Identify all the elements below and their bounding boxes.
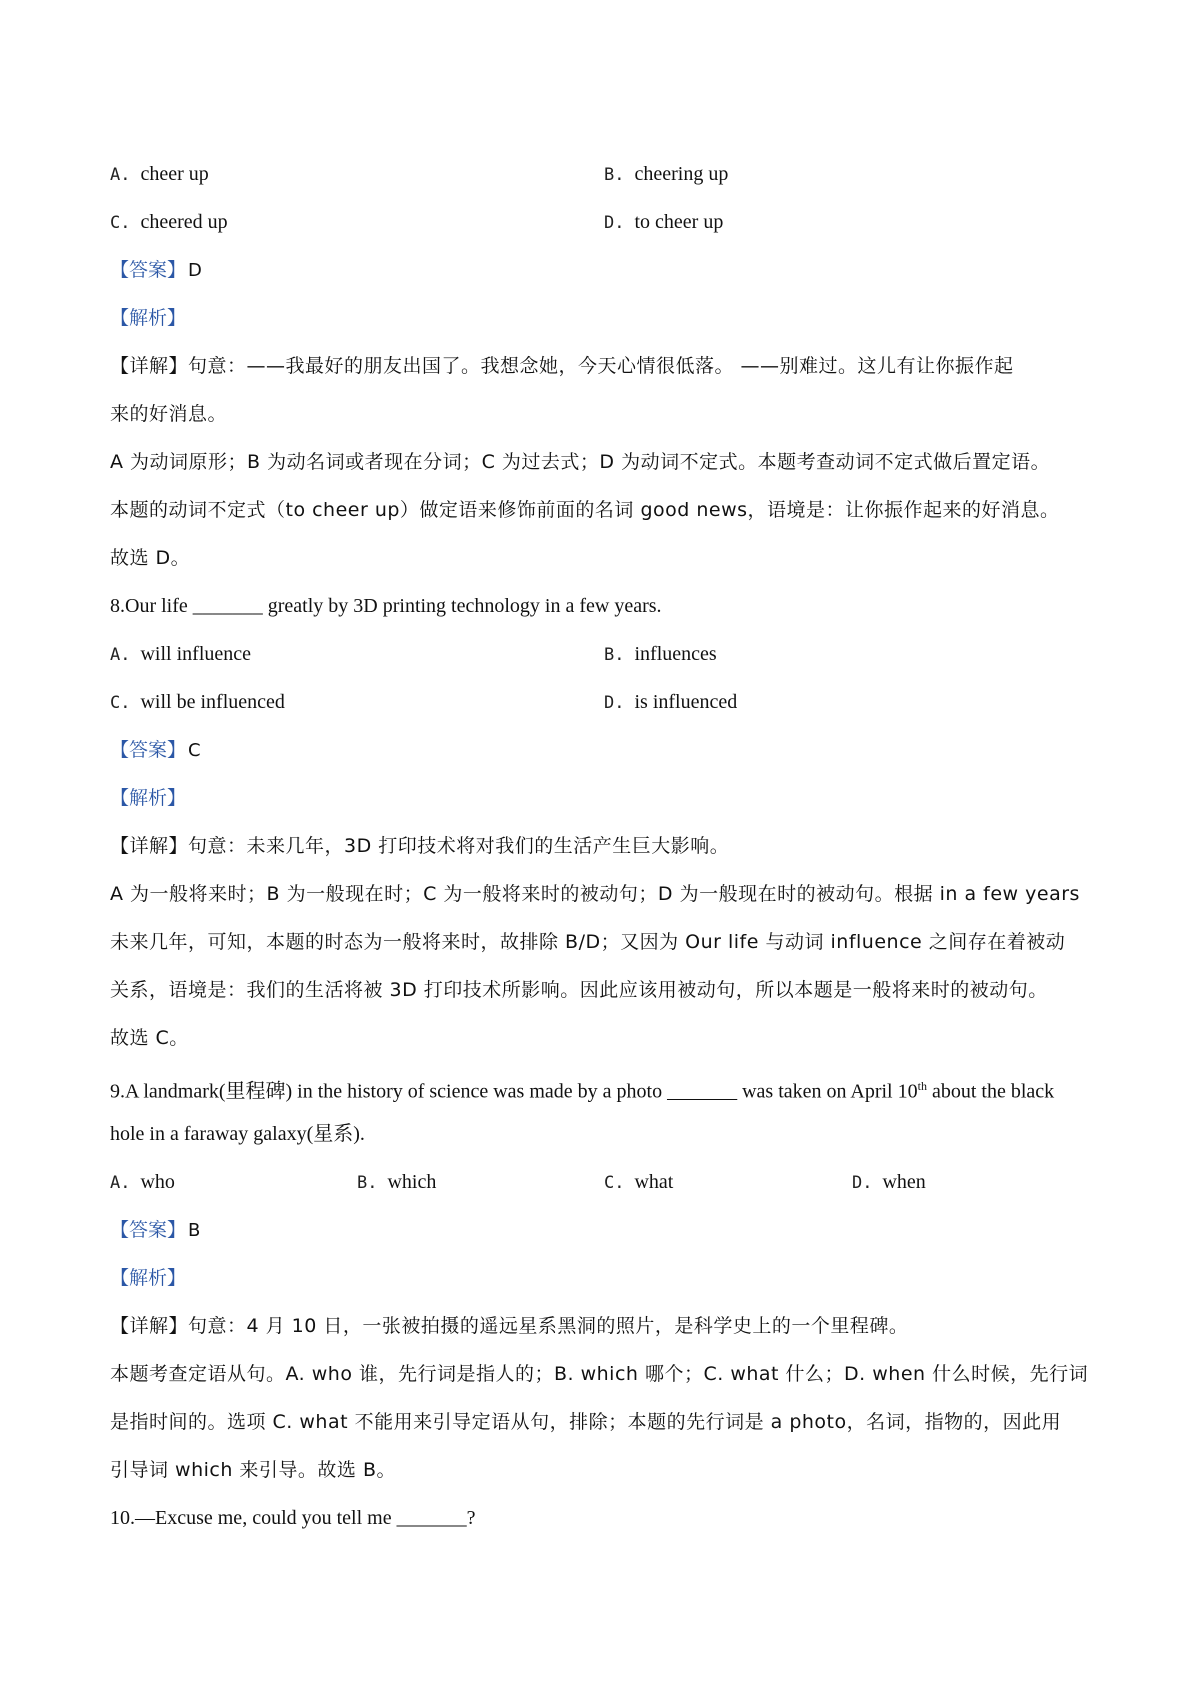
q10-stem: 10.—Excuse me, could you tell me _______? <box>110 1507 476 1529</box>
q8-option-c: C. will be influenced <box>110 691 285 713</box>
q7-option-b: B. cheering up <box>604 163 729 185</box>
document-page <box>110 150 1100 1542</box>
q8-detail-line-1: 【详解】句意：未来几年，3D 打印技术将对我们的生活产生巨大影响。 <box>110 835 730 857</box>
q9-options-row <box>110 1158 1100 1206</box>
answer-value: D <box>188 260 202 281</box>
q8-answer <box>110 726 1100 774</box>
q9-option-c: C. what <box>604 1171 674 1193</box>
q8-option-b: B. influences <box>604 643 717 665</box>
analysis-tag: 【解析】 <box>110 787 187 809</box>
q7-options-row-2 <box>110 198 1100 246</box>
analysis-tag: 【解析】 <box>110 307 187 329</box>
q7-analysis <box>110 294 1100 342</box>
answer-tag: 【答案】 <box>110 739 187 761</box>
answer-value: C <box>188 740 201 761</box>
q8-detail-line-2: A 为一般将来时；B 为一般现在时；C 为一般将来时的被动句；D 为一般现在时的被动句。根据 in a few years <box>110 883 1080 905</box>
q9-analysis <box>110 1254 1100 1302</box>
q9-stem-line-1: 9.A landmark(里程碑) in the history of science was made by a photo _______ was taken on April 10th about the black <box>110 1079 1055 1103</box>
q9-detail-line-3: 是指时间的。选项 C. what 不能用来引导定语从句，排除；本题的先行词是 a photo，名词，指物的，因此用 <box>110 1411 1062 1433</box>
answer-tag: 【答案】 <box>110 1219 187 1241</box>
detail-tag: 【详解】 <box>110 835 189 857</box>
q7-option-a: A. cheer up <box>110 163 209 185</box>
q8-detail-line-3: 未来几年，可知，本题的时态为一般将来时，故排除 B/D；又因为 Our life 与动词 influence 之间存在着被动 <box>110 931 1066 953</box>
q7-detail-line-5: 故选 D。 <box>110 547 191 569</box>
q8-stem: 8.Our life _______ greatly by 3D printing technology in a few years. <box>110 595 662 617</box>
q9-option-d: D. when <box>852 1171 926 1193</box>
answer-value: B <box>188 1220 201 1241</box>
q8-analysis <box>110 774 1100 822</box>
detail-tag: 【详解】 <box>110 355 189 377</box>
q8-detail-line-4: 关系，语境是：我们的生活将被 3D 打印技术所影响。因此应该用被动句，所以本题是一般将来时的被动句。 <box>110 979 1048 1001</box>
q9-detail-line-1: 【详解】句意：4 月 10 日，一张被拍摄的遥远星系黑洞的照片，是科学史上的一个里程碑。 <box>110 1315 909 1337</box>
q9-detail-line-4: 引导词 which 来引导。故选 B。 <box>110 1459 397 1481</box>
q7-option-c: C. cheered up <box>110 211 228 233</box>
q7-detail-line-2: 来的好消息。 <box>110 403 228 425</box>
q7-detail-line-3: A 为动词原形；B 为动名词或者现在分词；C 为过去式；D 为动词不定式。本题考查动词不定式做后置定语。 <box>110 451 1051 473</box>
q8-option-a: A. will influence <box>110 643 252 665</box>
q8-option-d: D. is influenced <box>604 691 738 713</box>
detail-tag: 【详解】 <box>110 1315 189 1337</box>
q8-options-row-1 <box>110 630 1100 678</box>
q9-answer <box>110 1206 1100 1254</box>
q7-detail-line-4: 本题的动词不定式（to cheer up）做定语来修饰前面的名词 good news，语境是：让你振作起来的好消息。 <box>110 499 1060 521</box>
analysis-tag: 【解析】 <box>110 1267 187 1289</box>
q9-detail-line-2: 本题考查定语从句。A. who 谁，先行词是指人的；B. which 哪个；C. what 什么；D. when 什么时候，先行词 <box>110 1363 1089 1385</box>
q9-option-b: B. which <box>357 1171 437 1193</box>
answer-tag: 【答案】 <box>110 259 187 281</box>
q7-answer <box>110 246 1100 294</box>
q8-options-row-2 <box>110 678 1100 726</box>
q9-option-a: A. who <box>110 1171 175 1193</box>
q8-detail-line-5: 故选 C。 <box>110 1027 189 1049</box>
q7-option-d: D. to cheer up <box>604 211 724 233</box>
q9-stem-line-2: hole in a faraway galaxy(星系). <box>110 1123 365 1145</box>
q7-options-row-1 <box>110 150 1100 198</box>
q7-detail-line-1: 【详解】句意：——我最好的朋友出国了。我想念她，今天心情很低落。 ——别难过。这儿有让你振作起 <box>110 355 1014 377</box>
